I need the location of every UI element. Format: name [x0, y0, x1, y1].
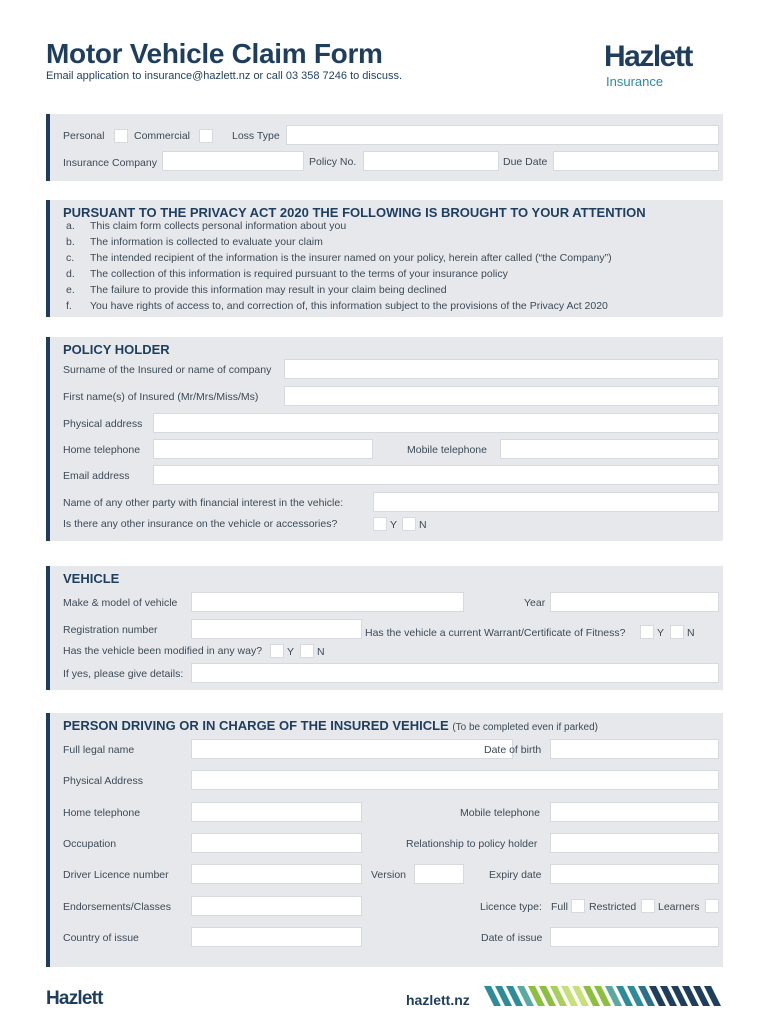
licence-full-checkbox[interactable] — [571, 899, 585, 913]
email-field[interactable] — [153, 465, 719, 485]
page-title: Motor Vehicle Claim Form — [46, 38, 383, 69]
list-item: This claim form collects personal information about you — [90, 220, 347, 232]
driver-heading-note: (To be completed even if parked) — [452, 722, 598, 733]
other-insurance-yes-checkbox[interactable] — [373, 517, 387, 531]
list-item: The collection of this information is required pursuant to the terms of your insurance policy — [90, 268, 508, 280]
occupation-label: Occupation — [63, 838, 117, 850]
date-of-issue-field[interactable] — [550, 927, 719, 947]
modified-label: Has the vehicle been modified in any way? — [63, 645, 263, 657]
other-insurance-yes-label: Y — [390, 519, 398, 531]
details-label: If yes, please give details: — [63, 668, 184, 680]
policy-no-field[interactable] — [363, 151, 499, 171]
vehicle-panel — [46, 566, 723, 690]
modified-no-checkbox[interactable] — [300, 644, 314, 658]
warrant-yes-checkbox[interactable] — [640, 625, 654, 639]
driver-heading-title: PERSON DRIVING OR IN CHARGE OF THE INSURED VEHICLE — [63, 718, 449, 733]
email-label: Email address — [63, 470, 130, 482]
driver-heading — [63, 718, 598, 733]
licence-restricted-label: Restricted — [589, 901, 637, 913]
endorsements-label: Endorsements/Classes — [63, 901, 171, 913]
occupation-field[interactable] — [191, 833, 362, 853]
policy-holder-panel — [46, 337, 723, 541]
dob-field[interactable] — [550, 739, 719, 759]
modified-no-label: N — [317, 646, 325, 658]
physical-address-label: Physical address — [63, 418, 143, 430]
list-item-letter: f. — [66, 300, 72, 312]
first-names-label: First name(s) of Insured (Mr/Mrs/Miss/Ms) — [63, 391, 259, 403]
hazlett-logo-subtitle: Insurance — [606, 74, 664, 89]
policy-no-label: Policy No. — [309, 156, 357, 168]
first-names-field[interactable] — [284, 386, 719, 406]
other-insurance-no-label: N — [419, 519, 427, 531]
loss-type-label: Loss Type — [232, 130, 280, 142]
year-label: Year — [524, 597, 546, 609]
driver-physical-address-field[interactable] — [191, 770, 719, 790]
driver-physical-address-label: Physical Address — [63, 775, 143, 787]
footer-stripes-decoration — [484, 986, 724, 1006]
warrant-no-label: N — [687, 627, 695, 639]
full-name-label: Full legal name — [63, 744, 135, 756]
licence-restricted-checkbox[interactable] — [641, 899, 655, 913]
relationship-field[interactable] — [550, 833, 719, 853]
due-date-label: Due Date — [503, 156, 548, 168]
insurance-company-field[interactable] — [162, 151, 304, 171]
make-model-field[interactable] — [191, 592, 464, 612]
licence-number-field[interactable] — [191, 864, 362, 884]
other-party-label: Name of any other party with financial interest in the vehicle: — [63, 497, 344, 509]
claim-details-panel — [46, 114, 723, 181]
privacy-panel — [46, 200, 723, 317]
mobile-telephone-field[interactable] — [500, 439, 719, 459]
driver-panel — [46, 713, 723, 967]
relationship-label: Relationship to policy holder — [406, 838, 538, 850]
list-item-letter: b. — [66, 236, 75, 248]
list-item-letter: c. — [66, 252, 75, 264]
modified-yes-label: Y — [287, 646, 295, 658]
make-model-label: Make & model of vehicle — [63, 597, 178, 609]
driver-mobile-telephone-label: Mobile telephone — [460, 807, 540, 819]
country-label: Country of issue — [63, 932, 139, 944]
expiry-label: Expiry date — [489, 869, 542, 881]
policy-holder-heading: POLICY HOLDER — [63, 342, 170, 357]
licence-learners-label: Learners — [658, 901, 700, 913]
mobile-telephone-label: Mobile telephone — [407, 444, 487, 456]
list-item-letter: d. — [66, 268, 75, 280]
details-field[interactable] — [191, 663, 719, 683]
stripe-group — [484, 986, 721, 1006]
other-party-field[interactable] — [373, 492, 719, 512]
due-date-field[interactable] — [553, 151, 719, 171]
surname-label: Surname of the Insured or name of company — [63, 364, 272, 376]
vehicle-heading: VEHICLE — [63, 571, 120, 586]
driver-mobile-telephone-field[interactable] — [550, 802, 719, 822]
home-telephone-label: Home telephone — [63, 444, 141, 456]
warrant-yes-label: Y — [657, 627, 665, 639]
page-subtitle: Email application to insurance@hazlett.nz or call 03 358 7246 to discuss. — [46, 70, 403, 82]
insurance-company-label: Insurance Company — [63, 157, 157, 169]
list-item-letter: a. — [66, 220, 75, 232]
endorsements-field[interactable] — [191, 896, 362, 916]
surname-field[interactable] — [284, 359, 719, 379]
licence-number-label: Driver Licence number — [63, 869, 169, 881]
expiry-field[interactable] — [550, 864, 719, 884]
other-insurance-no-checkbox[interactable] — [402, 517, 416, 531]
list-item: The intended recipient of the information is the insurer named on your policy, herein after called (“the Company”) — [90, 252, 612, 264]
other-insurance-label: Is there any other insurance on the vehicle or accessories? — [63, 518, 338, 530]
commercial-checkbox[interactable] — [199, 129, 213, 143]
list-item: You have rights of access to, and correction of, this information subject to the provisions of the Privacy Act 2020 — [90, 300, 608, 312]
driver-home-telephone-field[interactable] — [191, 802, 362, 822]
driver-home-telephone-label: Home telephone — [63, 807, 141, 819]
list-item-letter: e. — [66, 284, 75, 296]
full-name-field[interactable] — [191, 739, 513, 759]
year-field[interactable] — [550, 592, 719, 612]
licence-full-label: Full — [551, 901, 568, 913]
loss-type-field[interactable] — [286, 125, 719, 145]
country-field[interactable] — [191, 927, 362, 947]
personal-label: Personal — [63, 130, 105, 142]
licence-type-label: Licence type: — [480, 901, 542, 913]
personal-checkbox[interactable] — [114, 129, 128, 143]
registration-field[interactable] — [191, 619, 362, 639]
dob-label: Date of birth — [484, 744, 542, 756]
footer-logo: Hazlett — [46, 988, 103, 1009]
version-field[interactable] — [414, 864, 464, 884]
home-telephone-field[interactable] — [153, 439, 373, 459]
hazlett-logo: Hazlett — [604, 40, 692, 73]
physical-address-field[interactable] — [153, 413, 719, 433]
footer-url[interactable]: hazlett.nz — [406, 992, 470, 1008]
privacy-heading: PURSUANT TO THE PRIVACY ACT 2020 THE FOLLOWING IS BROUGHT TO YOUR ATTENTION — [63, 205, 646, 220]
warrant-label: Has the vehicle a current Warrant/Certificate of Fitness? — [365, 627, 626, 639]
list-item: The information is collected to evaluate your claim — [90, 236, 323, 248]
version-label: Version — [371, 869, 407, 881]
warrant-no-checkbox[interactable] — [670, 625, 684, 639]
licence-learners-checkbox[interactable] — [705, 899, 719, 913]
date-of-issue-label: Date of issue — [481, 932, 543, 944]
list-item: The failure to provide this information may result in your claim being declined — [90, 284, 447, 296]
registration-label: Registration number — [63, 624, 158, 636]
commercial-label: Commercial — [134, 130, 191, 142]
modified-yes-checkbox[interactable] — [270, 644, 284, 658]
